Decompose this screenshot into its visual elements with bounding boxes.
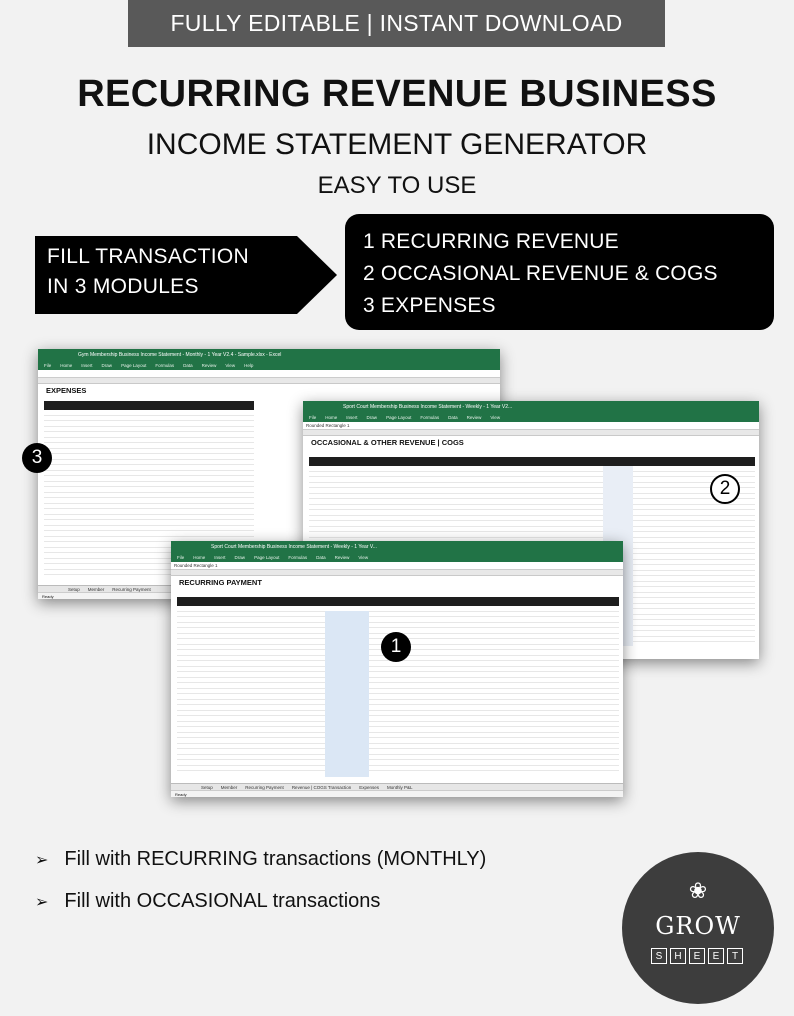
ribbon-tab[interactable]: Insert	[214, 555, 226, 560]
recurring-formula-bar[interactable]: Rounded Rectangle 1	[171, 562, 623, 570]
ribbon-tab[interactable]: Review	[466, 415, 482, 420]
ribbon-tab[interactable]: Insert	[346, 415, 358, 420]
recurring-header-row	[177, 597, 619, 606]
occasional-header-row	[309, 457, 755, 466]
expenses-ribbon	[38, 361, 500, 370]
sheet-tab[interactable]: Member	[87, 586, 105, 592]
expenses-header-row	[44, 401, 254, 410]
module-3: 3 EXPENSES	[363, 294, 496, 317]
ribbon-tab[interactable]: Review	[201, 363, 217, 368]
occasional-sheet-title: OCCASIONAL & OTHER REVENUE | COGS	[311, 438, 464, 447]
sheet-tab[interactable]: Setup	[201, 784, 213, 790]
sheet-tab[interactable]: Expenses	[359, 784, 380, 790]
sheet-tab[interactable]: Revenue | COGS Transaction	[291, 784, 352, 790]
bullet-text: Fill with OCCASIONAL transactions	[64, 890, 381, 912]
recurring-sheet-tabs	[171, 783, 623, 790]
ribbon-tab[interactable]: Data	[183, 363, 193, 368]
flower-icon: ❀	[688, 878, 708, 903]
logo-letter: E	[689, 948, 705, 964]
chevron-right-icon: ➢	[35, 851, 49, 869]
module-1: 1 RECURRING REVENUE	[363, 230, 619, 253]
subtitle: INCOME STATEMENT GENERATOR	[146, 128, 648, 161]
logo-letter: S	[651, 948, 667, 964]
recurring-status-bar: Ready	[171, 790, 623, 797]
recurring-window	[171, 541, 623, 797]
sheet-tab[interactable]: Recurring Payment	[112, 586, 151, 592]
badge-1: 1	[381, 632, 411, 662]
ribbon-tab[interactable]: Home	[60, 363, 73, 368]
ribbon-tab[interactable]: Page Layout	[121, 363, 147, 368]
fill-transaction-arrow	[35, 236, 337, 314]
ribbon-tab[interactable]: Review	[334, 555, 350, 560]
ribbon-tab[interactable]: Draw	[366, 415, 378, 420]
recurring-highlight-column	[325, 611, 369, 777]
ribbon-tab[interactable]: Home	[325, 415, 338, 420]
recurring-sheet-title: RECURRING PAYMENT	[179, 578, 262, 587]
ribbon-tab[interactable]: View	[358, 555, 369, 560]
bullet-text: Fill with RECURRING transactions (MONTHLY)	[64, 848, 487, 870]
badge-2: 2	[710, 474, 740, 504]
logo-sheet-letters	[651, 948, 743, 964]
ribbon-tab[interactable]: Formulas	[420, 415, 440, 420]
main-title: RECURRING REVENUE BUSINESS	[77, 73, 717, 115]
modules-box	[345, 214, 774, 330]
logo-grow-text: GROW	[655, 912, 741, 940]
bullet-recurring	[35, 848, 486, 871]
recurring-grid	[177, 597, 619, 777]
occasional-ribbon	[303, 413, 759, 422]
ribbon-tab[interactable]: Formulas	[155, 363, 175, 368]
arrow-line-2: IN 3 MODULES	[47, 275, 199, 298]
expenses-formula-bar[interactable]	[38, 370, 500, 378]
chevron-right-icon: ➢	[35, 893, 49, 911]
expenses-titlebar: Gym Membership Business Income Statement - Monthly - 1 Year V2.4 - Sample.xlsx - Excel	[38, 349, 500, 361]
logo-letter: H	[670, 948, 686, 964]
sheet-tab[interactable]: Setup	[68, 586, 80, 592]
easy-to-use-label: EASY TO USE	[317, 172, 477, 199]
sheet-tab[interactable]: Member	[220, 784, 238, 790]
ribbon-tab[interactable]: Page Layout	[386, 415, 412, 420]
expenses-sheet-title: EXPENSES	[46, 386, 87, 395]
sheet-tab[interactable]: Recurring Payment	[245, 784, 284, 790]
ribbon-tab[interactable]: Insert	[81, 363, 93, 368]
ribbon-tab[interactable]: View	[225, 363, 236, 368]
ribbon-tab[interactable]: Home	[193, 555, 206, 560]
ribbon-tab[interactable]: Data	[448, 415, 458, 420]
ribbon-tab[interactable]: View	[490, 415, 501, 420]
top-banner: FULLY EDITABLE | INSTANT DOWNLOAD	[128, 0, 665, 47]
arrow-text	[47, 242, 249, 302]
logo-letter: E	[708, 948, 724, 964]
ribbon-tab[interactable]: Draw	[234, 555, 246, 560]
bullet-occasional	[35, 890, 380, 913]
ribbon-tab[interactable]: File	[177, 555, 185, 560]
module-2: 2 OCCASIONAL REVENUE & COGS	[363, 262, 718, 285]
recurring-ribbon	[171, 553, 623, 562]
arrow-line-1: FILL TRANSACTION	[47, 245, 250, 268]
ribbon-tab[interactable]: Draw	[101, 363, 113, 368]
occasional-titlebar: Sport Court Membership Business Income Statement - Weekly - 1 Year V2...	[303, 401, 759, 413]
ribbon-tab[interactable]: Formulas	[288, 555, 308, 560]
growsheet-logo	[622, 852, 774, 1004]
ribbon-tab[interactable]: Help	[244, 363, 254, 368]
ribbon-tab[interactable]: Page Layout	[254, 555, 280, 560]
ribbon-tab[interactable]: File	[44, 363, 52, 368]
expenses-status-bar: Ready	[38, 592, 500, 599]
badge-3: 3	[22, 443, 52, 473]
sheet-tab[interactable]: Monthly P&L	[387, 784, 413, 790]
occasional-formula-bar[interactable]: Rounded Rectangle 1	[303, 422, 759, 430]
ribbon-tab[interactable]: File	[309, 415, 317, 420]
recurring-titlebar: Sport Court Membership Business Income Statement - Weekly - 1 Year V...	[171, 541, 623, 553]
logo-letter: T	[727, 948, 743, 964]
ribbon-tab[interactable]: Data	[316, 555, 326, 560]
